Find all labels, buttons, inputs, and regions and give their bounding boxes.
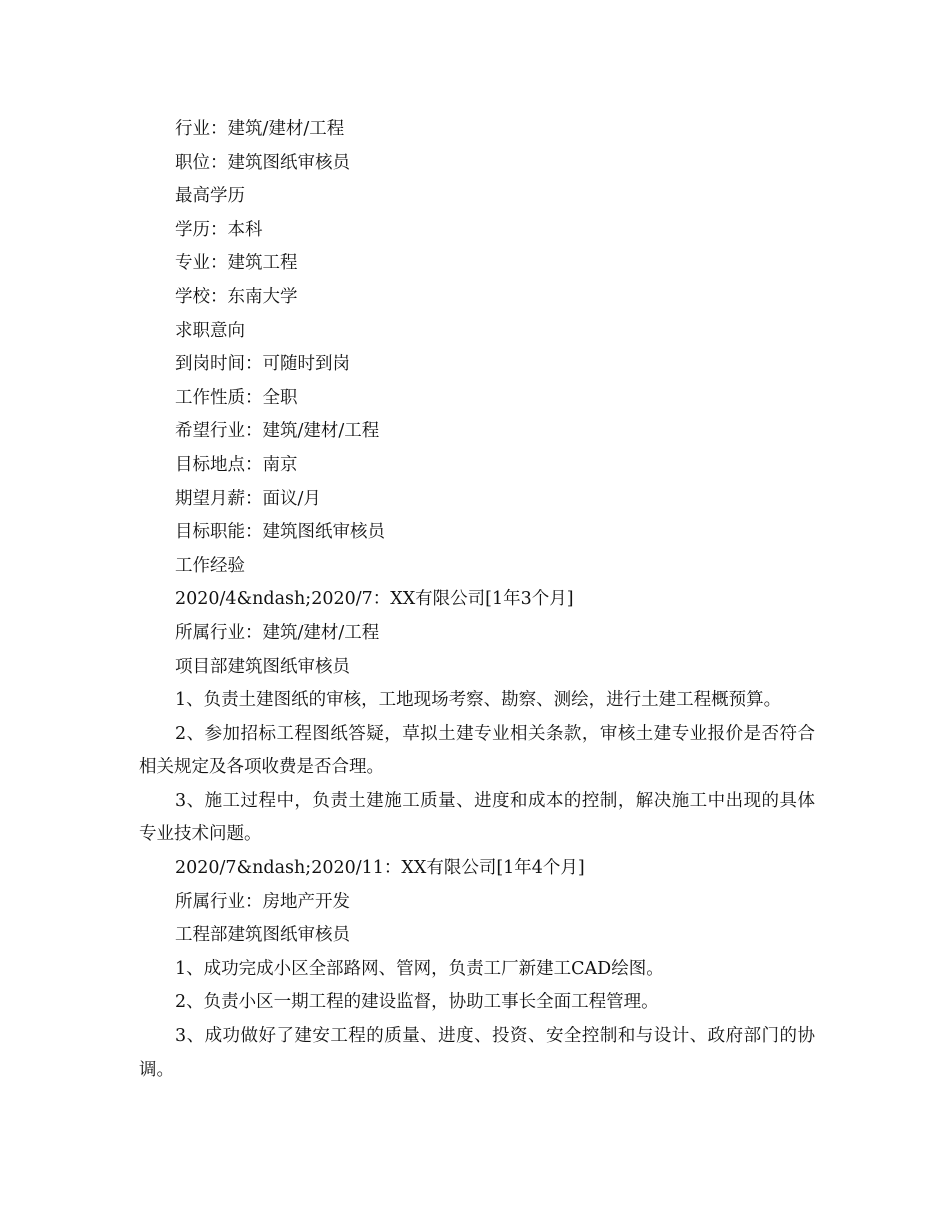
arrival-line: 到岗时间：可随时到岗 <box>175 354 350 375</box>
job-duty: 3、施工过程中，负责土建施工质量、进度和成本的控制，解决施工中出现的具体专业技术问题。 <box>139 790 815 845</box>
job-title: 项目部建筑图纸审核员 <box>175 656 350 677</box>
job-type-line: 工作性质：全职 <box>175 387 298 408</box>
job-duty: 2、负责小区一期工程的建设监督，协助工事长全面工程管理。 <box>175 992 659 1013</box>
job-duty: 3、成功做好了建安工程的质量、进度、投资、安全控制和与设计、政府部门的协调。 <box>139 1026 815 1080</box>
location-line: 目标地点：南京 <box>175 454 298 475</box>
resume-content <box>139 113 815 1087</box>
job-period: 2020/4&ndash;2020/7：XX有限公司[1年3个月] <box>175 589 574 610</box>
job-duty: 1、成功完成小区全部路网、管网，负责工厂新建工CAD绘图。 <box>175 958 664 979</box>
industry-line: 行业：建筑/建材/工程 <box>175 119 345 139</box>
position-line: 职位：建筑图纸审核员 <box>175 152 350 173</box>
job-industry: 所属行业：房地产开发 <box>175 891 350 912</box>
job-duty: 1、负责土建图纸的审核，工地现场考察、勘察、测绘，进行土建工程概预算。 <box>175 690 782 711</box>
job-title: 工程部建筑图纸审核员 <box>175 925 350 946</box>
major-line: 专业：建筑工程 <box>175 253 298 274</box>
target-function-line: 目标职能：建筑图纸审核员 <box>175 522 385 543</box>
school-line: 学校：东南大学 <box>175 286 298 307</box>
job-entry <box>139 852 815 1087</box>
intention-heading: 求职意向 <box>175 320 245 341</box>
job-duty: 2、参加招标工程图纸答疑，草拟土建专业相关条款，审核土建专业报价是否符合相关规定及各项收费是否合理。 <box>139 723 815 778</box>
experience-heading: 工作经验 <box>175 555 245 576</box>
job-industry: 所属行业：建筑/建材/工程 <box>175 622 380 643</box>
job-entry <box>139 583 815 852</box>
degree-line: 学历：本科 <box>175 219 263 240</box>
job-period: 2020/7&ndash;2020/11：XX有限公司[1年4个月] <box>175 858 585 879</box>
salary-line: 期望月薪：面议/月 <box>175 488 321 509</box>
desired-industry-line: 希望行业：建筑/建材/工程 <box>175 421 380 442</box>
education-heading: 最高学历 <box>175 186 245 207</box>
